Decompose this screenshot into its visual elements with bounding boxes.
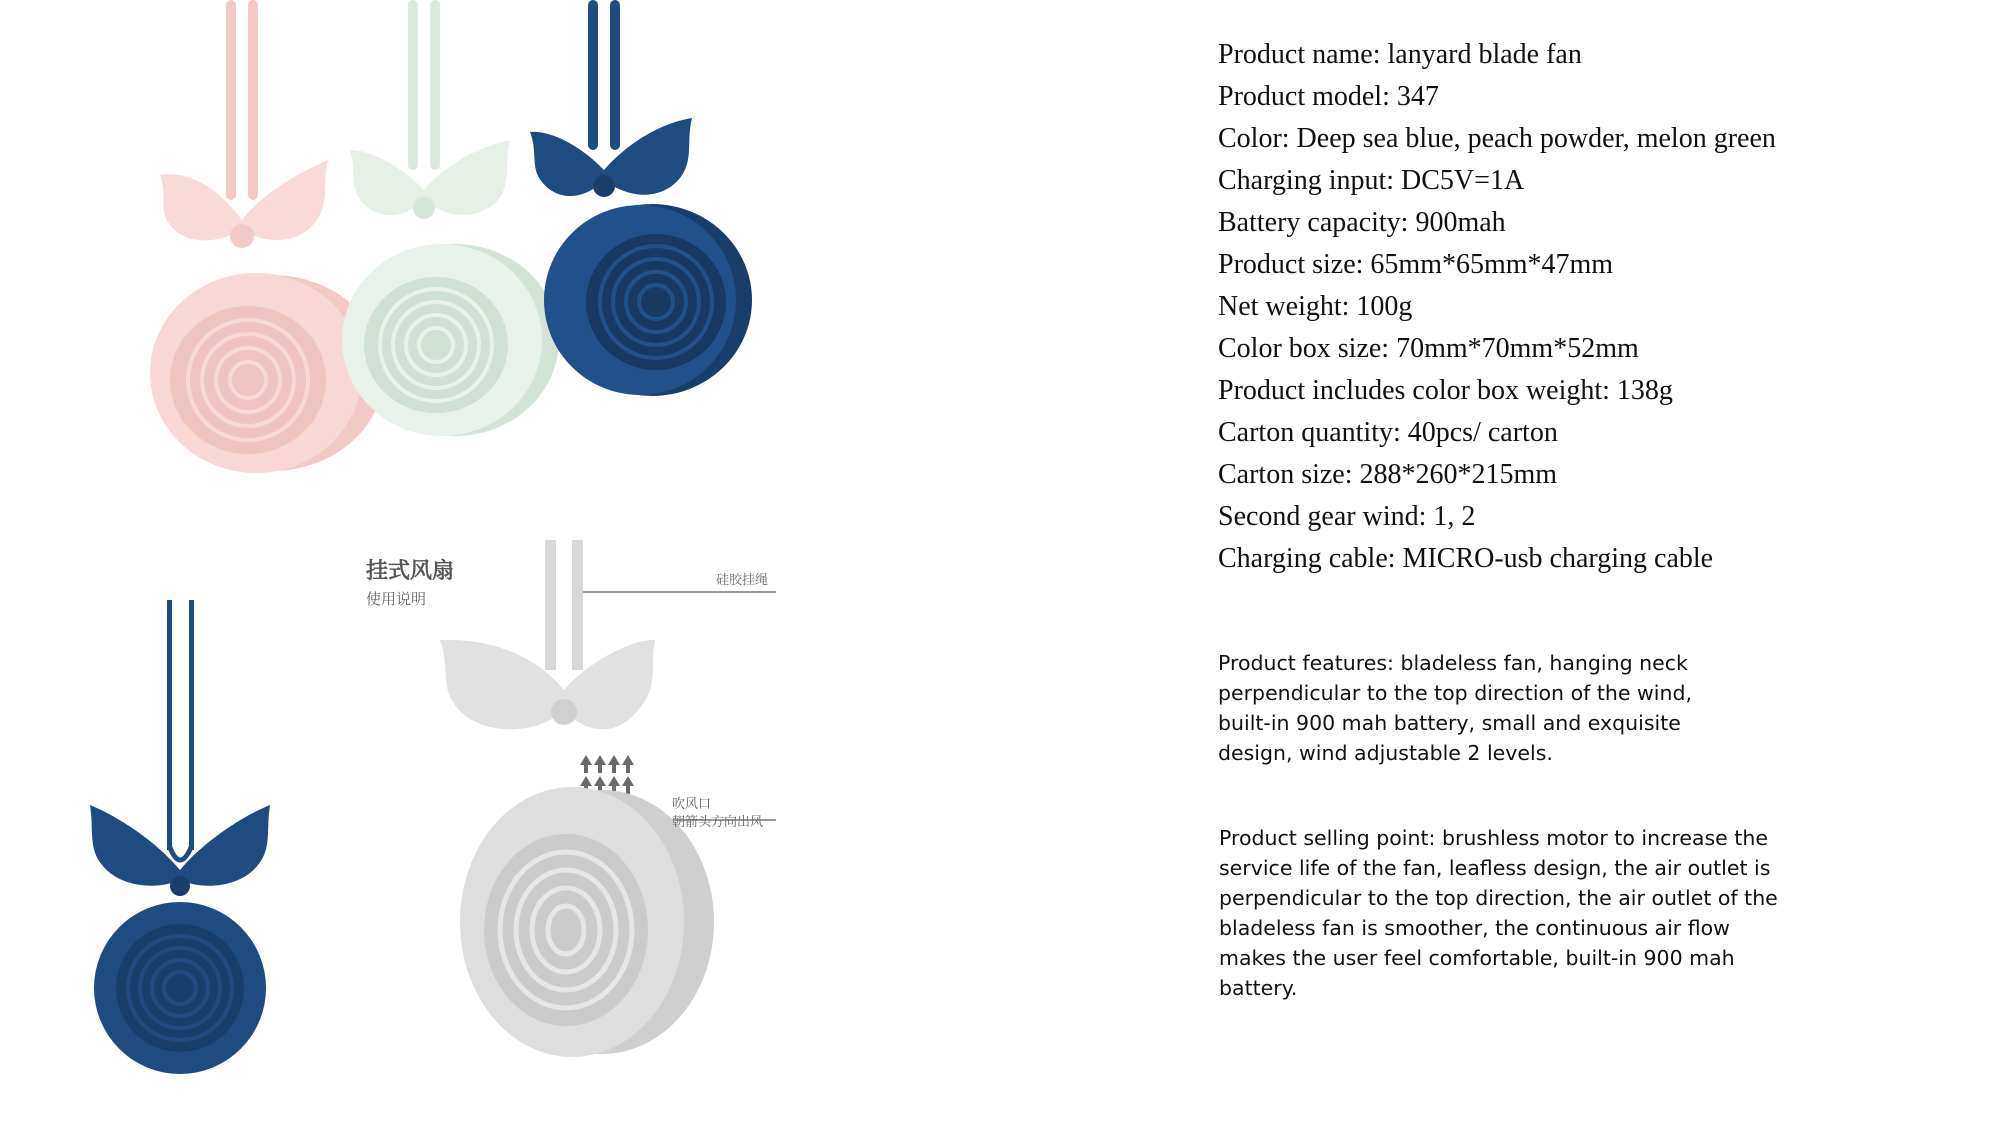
spec-box-weight: Product includes color box weight: 138g — [1218, 375, 1673, 406]
usage-diagram — [340, 540, 810, 1080]
spec-battery-capacity: Battery capacity: 900mah — [1218, 207, 1506, 238]
spec-list — [1218, 34, 1938, 580]
product-selling-point: Product selling point: brushless motor to increase the service life of the fan, leafless design, the air outlet is perpendicular to the top direction, the air outlet of the bladeless fan is smoother, the continuous air flow makes the user feel comfortable, built-in 900 mah battery. — [1219, 826, 1778, 1000]
spec-charging-cable: Charging cable: MICRO-usb charging cable — [1218, 543, 1714, 574]
pink-fan — [150, 0, 384, 473]
fan-color-variants-image — [60, 0, 800, 490]
spec-wind-gear: Second gear wind: 1, 2 — [1218, 501, 1476, 532]
blue-fan-front-image — [80, 590, 290, 1080]
outlet-callout-line1: 吹风口 — [672, 797, 712, 812]
spec-carton-quantity: Carton quantity: 40pcs/ carton — [1218, 417, 1558, 448]
spec-carton-size: Carton size: 288*260*215mm — [1218, 459, 1558, 490]
spec-charging-input: Charging input: DC5V=1A — [1218, 165, 1525, 196]
blue-fan — [530, 0, 752, 396]
green-fan — [342, 0, 559, 436]
spec-color-box-size: Color box size: 70mm*70mm*52mm — [1218, 333, 1639, 364]
spec-color: Color: Deep sea blue, peach powder, melon green — [1218, 123, 1776, 154]
spec-product-size: Product size: 65mm*65mm*47mm — [1218, 249, 1614, 280]
airflow-arrows — [580, 755, 634, 794]
lanyard-callout: 硅胶挂绳 — [716, 573, 769, 588]
spec-net-weight: Net weight: 100g — [1218, 291, 1413, 322]
spec-product-name: Product name: lanyard blade fan — [1218, 39, 1582, 70]
outlet-callout-line2: 朝箭头方向出风 — [672, 815, 764, 830]
product-features: Product features: bladeless fan, hanging neck perpendicular to the top direction of the wind, built-in 900 mah battery, small and exquisite design, wind adjustable 2 levels. — [1218, 651, 1692, 765]
diagram-subtitle: 使用说明 — [366, 590, 427, 608]
diagram-title: 挂式风扇 — [366, 559, 455, 584]
outlet-callout — [672, 796, 763, 832]
spec-product-model: Product model: 347 — [1218, 81, 1439, 112]
